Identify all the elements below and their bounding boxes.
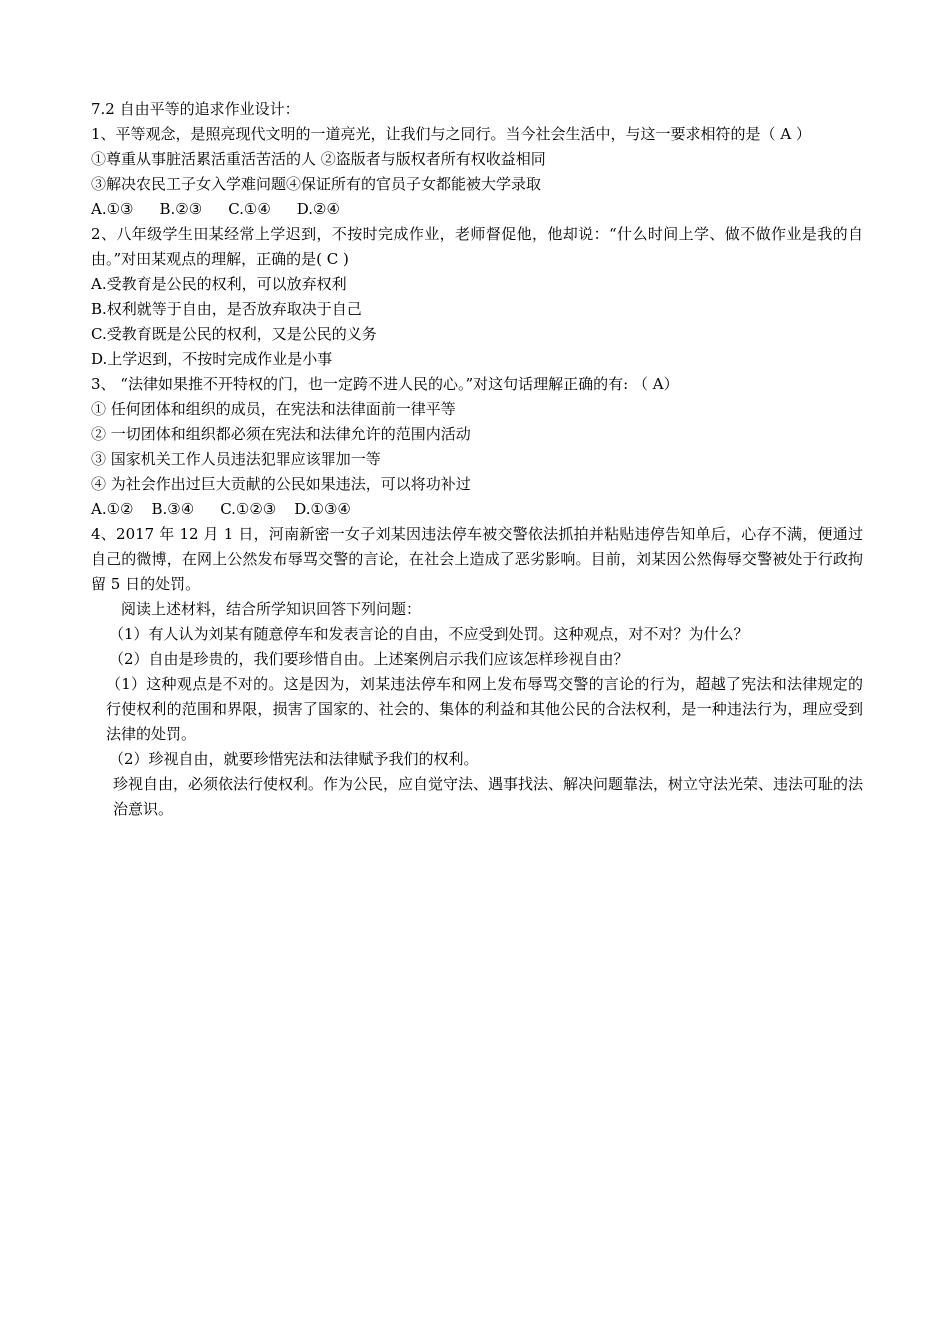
q3-item-4: ④ 为社会作出过巨大贡献的公民如果违法，可以将功补过 [91,475,471,493]
q3-option-d: D.①③④ [294,500,351,518]
q3-option-c: C.①②③ [220,500,277,518]
q1-items-line2: ③解决农民工子女入学难问题④保证所有的官员子女都能被大学录取 [91,175,542,193]
q3-option-a: A.①② [91,500,134,518]
q1-option-a: A.①③ [91,200,134,218]
q3-item-1: ① 任何团体和组织的成员，在宪法和法律面前一律平等 [91,400,456,418]
q4-sub-question-1: （1）有人认为刘某有随意停车和发表言论的自由，不应受到处罚。这种观点，对不对？为什么？ [109,625,749,643]
document-title: 7.2 自由平等的追求作业设计： [91,100,300,118]
q2-stem: 2、八年级学生田某经常上学迟到，不按时完成作业，老师督促他，他却说：“什么时间上学、做不做作业是我的自由。”对田某观点的理解，正确的是( C ) [91,225,863,268]
q2-option-c: C.受教育既是公民的权利，又是公民的义务 [91,325,377,343]
q1-items-line1: ①尊重从事脏活累活重活苦活的人 ②盗版者与版权者所有权收益相同 [91,150,546,168]
q2-option-d: D.上学迟到，不按时完成作业是小事 [91,350,333,368]
q3-stem: 3、 “法律如果推不开特权的门，也一定跨不进人民的心。”对这句话理解正确的有: （ A） [91,375,679,393]
q2-option-a: A.受教育是公民的权利，可以放弃权利 [91,275,347,293]
q4-answer-3: 珍视自由，必须依法行使权利。作为公民，应自觉守法、遇事找法、解决问题靠法，树立守法光荣、违法可耻的法治意识。 [113,775,864,818]
q2-option-b: B.权利就等于自由，是否放弃取决于自己 [91,300,362,318]
q1-option-b: B.②③ [159,200,203,218]
q4-sub-question-2: （2）自由是珍贵的，我们要珍惜自由。上述案例启示我们应该怎样珍视自由？ [109,650,629,668]
q3-options [91,497,863,522]
q1-option-c: C.①④ [228,200,271,218]
q3-item-3: ③ 国家机关工作人员违法犯罪应该罪加一等 [91,450,381,468]
q1-option-d: D.②④ [296,200,340,218]
q4-instruction: 阅读上述材料，结合所学知识回答下列问题： [121,600,422,618]
q1-options [91,197,863,222]
q4-answer-1: （1）这种观点是不对的。这是因为，刘某违法停车和网上发布辱骂交警的言论的行为，超越了宪法和法律规定的行使权利的范围和界限，损害了国家的、社会的、集体的利益和其他公民的合法权利，是一种违法行为，理应受到法律的处罚。 [106,675,863,743]
q3-option-b: B.③④ [151,500,195,518]
q3-item-2: ② 一切团体和组织都必须在宪法和法律允许的范围内活动 [91,425,471,443]
q4-answer-2: （2）珍视自由，就要珍惜宪法和法律赋予我们的权利。 [109,750,479,768]
q1-stem: 1、平等观念，是照亮现代文明的一道亮光，让我们与之同行。当今社会生活中，与这一要求相符的是（ A ） [91,125,811,143]
document-body [91,97,863,822]
q4-stem: 4、2017 年 12 月 1 日，河南新密一女子刘某因违法停车被交警依法抓拍并粘贴违停告知单后，心存不满，便通过自己的微博，在网上公然发布辱骂交警的言论，在社会上造成了恶劣影响。目前，刘某因公然侮辱交警被处于行政拘留 5 日的处罚。 [91,525,863,593]
